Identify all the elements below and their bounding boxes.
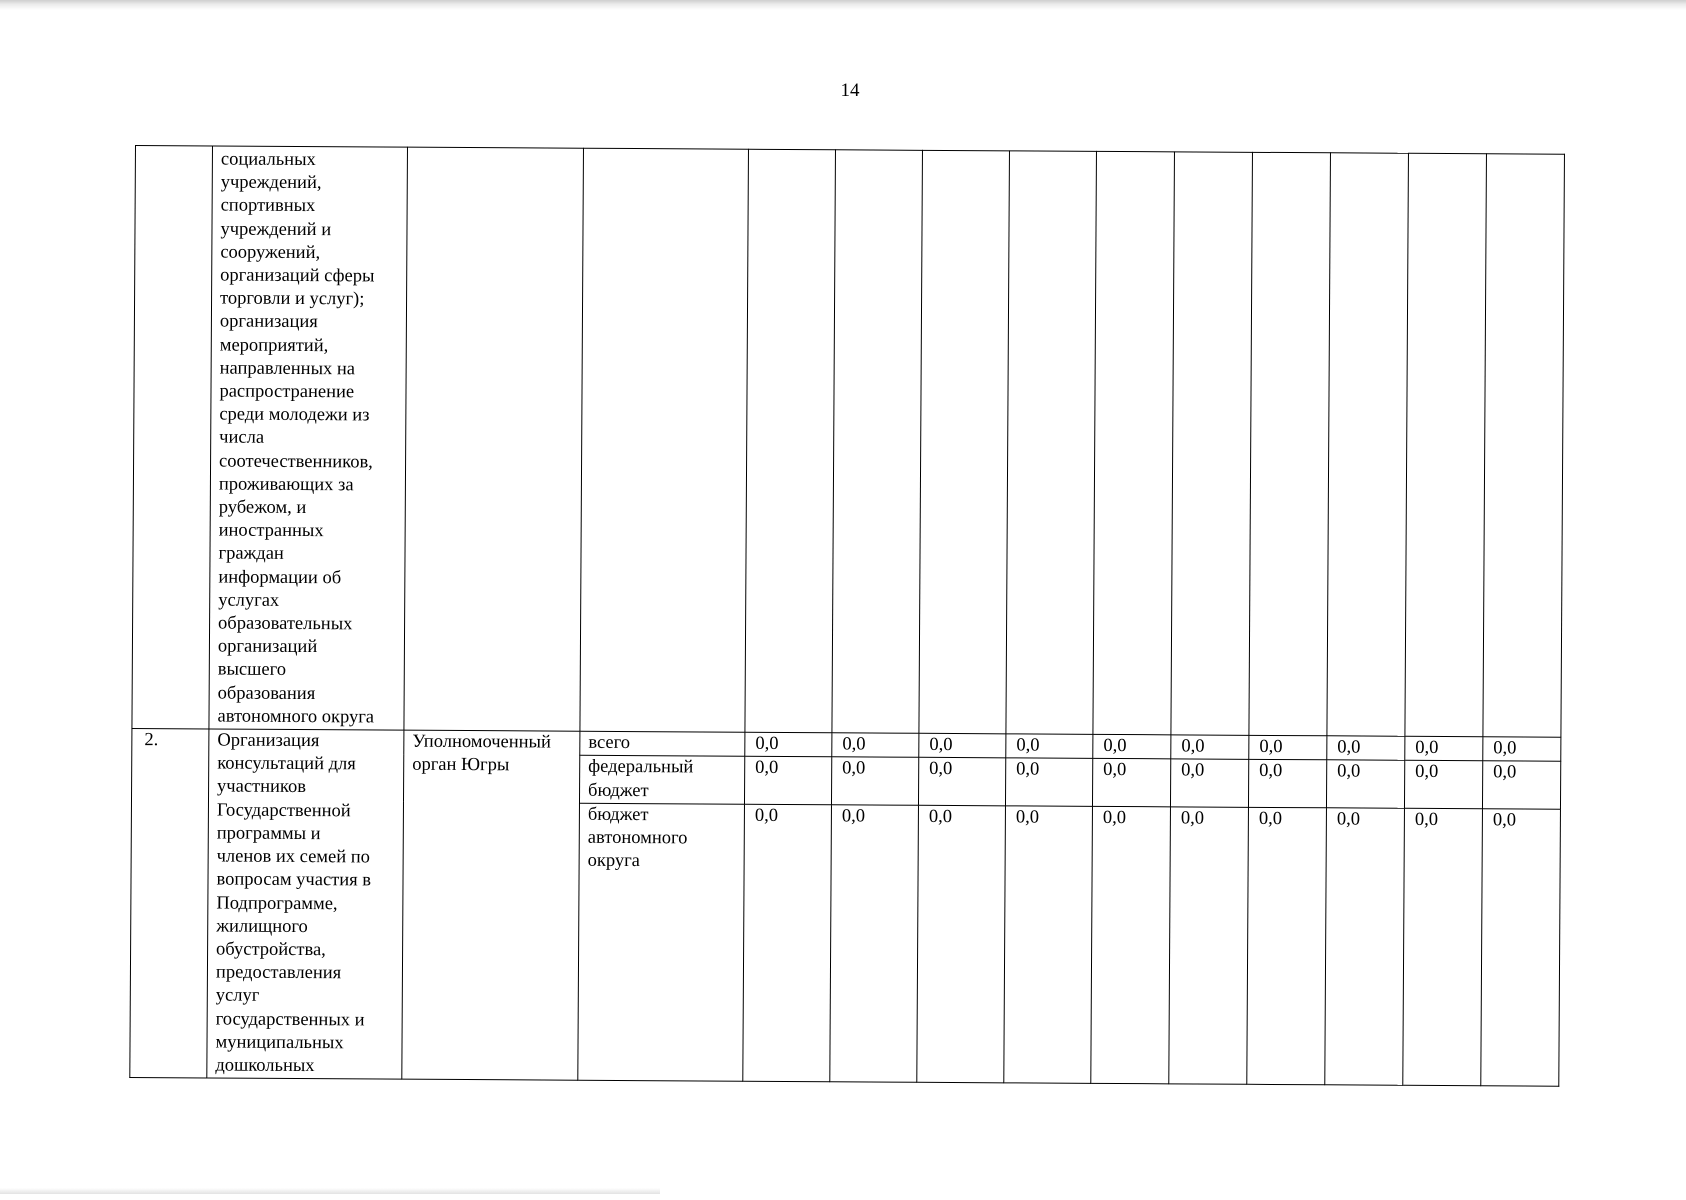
- value-cell: 0,0: [1092, 759, 1170, 807]
- value-cell-empty: [1093, 151, 1175, 735]
- value-cell: 0,0: [830, 805, 919, 1083]
- value-cell: 0,0: [1483, 737, 1561, 762]
- value-cell-empty: [832, 150, 923, 734]
- page-number: 14: [840, 80, 860, 101]
- value-cell: 0,0: [1171, 735, 1249, 760]
- value-cell: 0,0: [1326, 760, 1404, 808]
- value-cell-empty: [1405, 153, 1487, 737]
- value-cell: 0,0: [1170, 759, 1248, 807]
- value-cell: 0,0: [1248, 760, 1326, 808]
- funding-source: федеральный бюджет: [579, 756, 744, 804]
- value-cell-empty: [919, 150, 1010, 734]
- value-cell: 0,0: [917, 805, 1006, 1083]
- value-cell: 0,0: [1093, 734, 1171, 759]
- value-cell: 0,0: [831, 757, 918, 805]
- value-cell-empty: [1327, 153, 1409, 737]
- value-cell: 0,0: [1405, 736, 1483, 761]
- value-cell: 0,0: [744, 757, 831, 805]
- activity-description: Организация консультаций для участников Государственной программы и членов их семей по вопросам участия в Подпрограмме, жилищного обустройства, предоставления услуг государственных и муниципальных дошкольных: [207, 729, 404, 1079]
- value-cell-empty: [1171, 152, 1253, 736]
- value-cell: 0,0: [1169, 807, 1249, 1085]
- value-cell: 0,0: [1325, 808, 1405, 1086]
- value-cell: 0,0: [745, 732, 832, 757]
- source-cell-empty: [580, 148, 749, 732]
- funding-source: всего: [580, 731, 745, 756]
- value-cell-empty: [1006, 151, 1097, 735]
- funding-source: бюджет автономного округа: [578, 803, 745, 1081]
- value-cell-empty: [745, 149, 836, 733]
- value-cell-empty: [1483, 154, 1565, 738]
- scan-edge-top: [0, 0, 1686, 10]
- table-row-continued: [132, 146, 1565, 738]
- value-cell: 0,0: [1249, 735, 1327, 760]
- value-cell: 0,0: [1403, 808, 1483, 1086]
- value-cell: 0,0: [1482, 761, 1560, 809]
- value-cell: 0,0: [918, 758, 1005, 806]
- value-cell: 0,0: [1091, 806, 1171, 1084]
- budget-table: [129, 145, 1565, 1087]
- value-cell: 0,0: [743, 804, 832, 1082]
- number-cell-empty: [132, 146, 213, 730]
- value-cell: 0,0: [1004, 806, 1093, 1084]
- value-cell: 0,0: [1404, 761, 1482, 809]
- value-cell: 0,0: [1005, 758, 1092, 806]
- value-cell: 0,0: [1247, 807, 1327, 1085]
- value-cell: 0,0: [919, 733, 1006, 758]
- executor: Уполномоченный орган Югры: [402, 730, 580, 1080]
- scan-edge-bottom: [0, 1188, 660, 1194]
- value-cell: 0,0: [832, 733, 919, 758]
- activity-description-continued: социальных учреждений, спортивных учреждений и сооружений, организаций сферы торговли и услуг); организация мероприятий, направленных на распространение среди молодежи из числа соотечественников, проживающих за рубежом, и иностранных граждан информации об услугах образовательных организаций высшего образования автономного округа: [209, 146, 408, 730]
- value-cell: 0,0: [1481, 808, 1561, 1086]
- value-cell-empty: [1249, 152, 1331, 736]
- executor-cell-empty: [404, 147, 584, 731]
- value-cell: 0,0: [1006, 734, 1093, 759]
- value-cell: 0,0: [1327, 736, 1405, 761]
- row-number: 2.: [130, 729, 209, 1079]
